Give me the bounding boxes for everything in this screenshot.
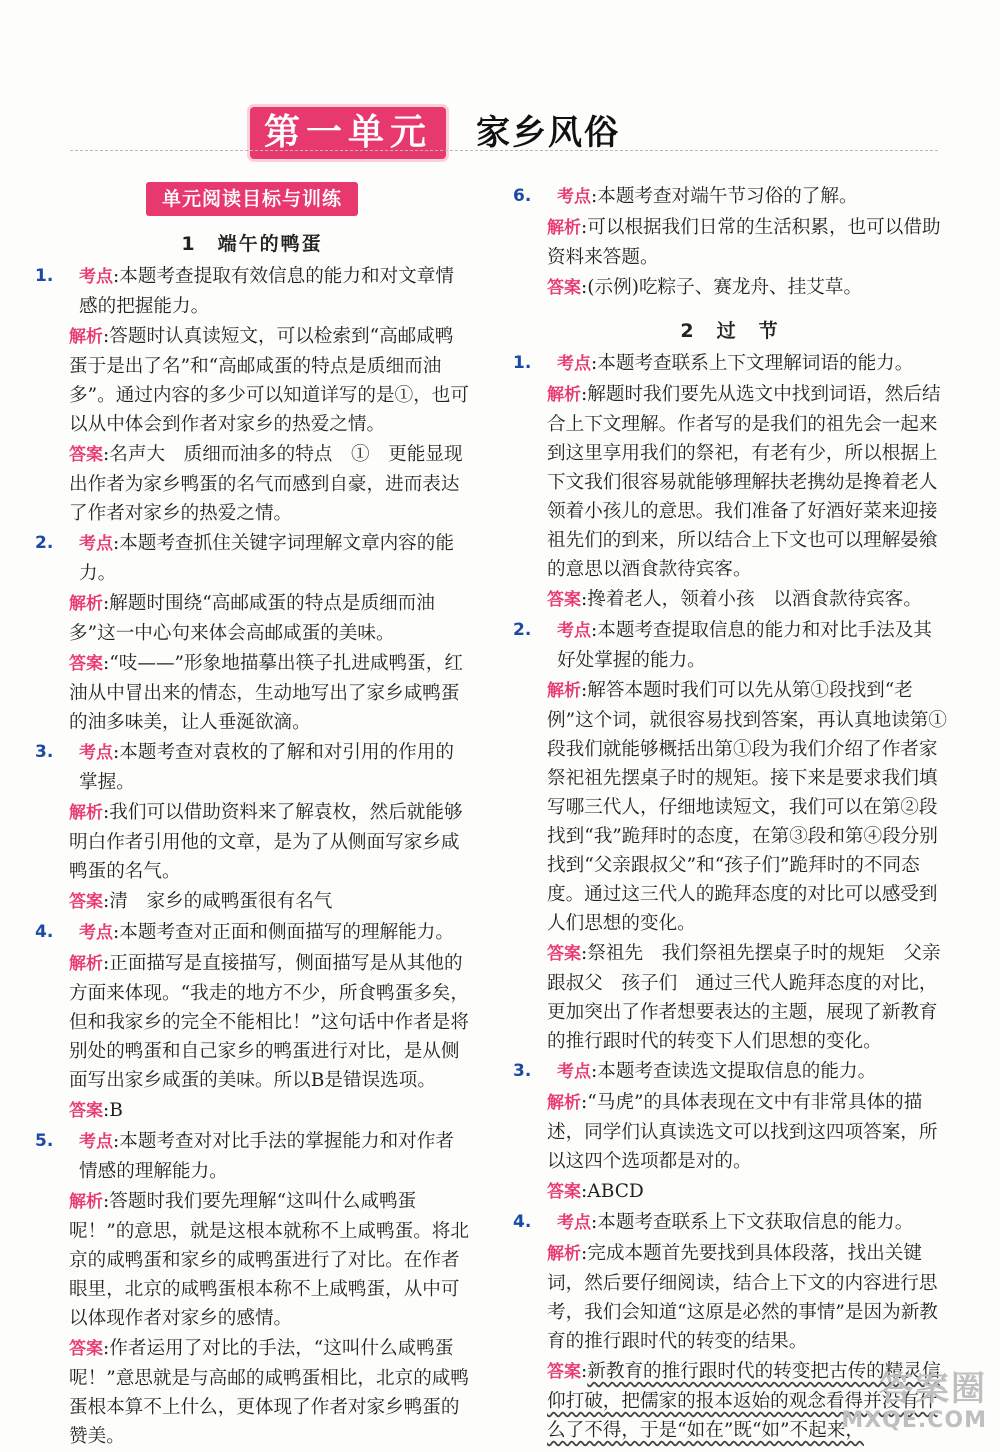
label-separator: : bbox=[103, 444, 110, 465]
question-item bbox=[32, 262, 472, 528]
question-number: 5. bbox=[35, 1131, 54, 1151]
daan-paragraph bbox=[69, 440, 472, 528]
question-number: 2. bbox=[35, 533, 54, 553]
label-separator: : bbox=[581, 1361, 588, 1382]
question-number: 1. bbox=[35, 266, 54, 286]
question-number: 3. bbox=[513, 1061, 532, 1081]
daan-text: ABCD bbox=[587, 1181, 644, 1202]
kaodian-label: 考点 bbox=[557, 1062, 591, 1082]
kaodian-paragraph bbox=[79, 738, 472, 797]
jiexi-label: 解析 bbox=[547, 218, 581, 238]
jiexi-label: 解析 bbox=[69, 803, 103, 823]
kaodian-paragraph bbox=[79, 1127, 472, 1186]
label-separator: : bbox=[103, 1338, 110, 1359]
label-separator: : bbox=[103, 953, 110, 974]
daan-label: 答案 bbox=[547, 278, 581, 298]
kaodian-text: 本题考查对正面和侧面描写的理解能力。 bbox=[119, 922, 454, 943]
label-separator: : bbox=[103, 653, 110, 674]
question-item bbox=[510, 349, 950, 615]
kaodian-label: 考点 bbox=[79, 923, 113, 943]
question-number: 1. bbox=[513, 353, 532, 373]
daan-text: “吱——”形象地描摹出筷子扎进咸鸭蛋，红油从中冒出来的情态，生动地写出了家乡咸鸭蛋的油多味美，让人垂涎欲滴。 bbox=[69, 653, 463, 733]
label-separator: : bbox=[581, 384, 588, 405]
label-separator: : bbox=[581, 680, 588, 701]
label-separator: : bbox=[113, 266, 120, 287]
unit-label: 第一单元 bbox=[263, 112, 432, 153]
daan-text: 清 家乡的咸鸭蛋很有名气 bbox=[109, 891, 333, 912]
label-separator: : bbox=[103, 891, 110, 912]
jiexi-label: 解析 bbox=[69, 327, 103, 347]
daan-text: 作者运用了对比的手法，“这叫什么咸鸭蛋呢！”意思就是与高邮的咸鸭蛋相比，北京的咸鸭蛋根本算不上什么，更体现了作者对家乡鸭蛋的赞美。 bbox=[69, 1338, 469, 1447]
kaodian-text: 本题考查抓住关键字词理解文章内容的能力。 bbox=[79, 533, 454, 584]
question-number: 6. bbox=[513, 186, 532, 206]
label-separator: : bbox=[591, 186, 598, 207]
kaodian-label: 考点 bbox=[557, 1213, 591, 1233]
label-separator: : bbox=[113, 533, 120, 554]
question-item bbox=[32, 1127, 472, 1451]
label-separator: : bbox=[581, 1092, 588, 1113]
daan-text: 祭祖先 我们祭祖先摆桌子时的规矩 父亲跟叔父 孩子们 通过三代人跪拜态度的对比，更加突出了作者想要表达的主题，展现了新教育的推行跟时代的转变下人们思想的变化。 bbox=[547, 943, 941, 1052]
label-separator: : bbox=[591, 353, 598, 374]
goal-banner: 单元阅读目标与训练 bbox=[146, 182, 358, 216]
label-separator: : bbox=[113, 922, 120, 943]
label-separator: : bbox=[103, 326, 110, 347]
question-number: 4. bbox=[35, 922, 54, 942]
jiexi-paragraph bbox=[69, 949, 472, 1095]
jiexi-label: 解析 bbox=[69, 1192, 103, 1212]
kaodian-text: 本题考查读选文提取信息的能力。 bbox=[597, 1061, 877, 1082]
label-separator: : bbox=[581, 589, 588, 610]
jiexi-label: 解析 bbox=[69, 954, 103, 974]
right-column bbox=[510, 182, 950, 1446]
kaodian-label: 考点 bbox=[79, 743, 113, 763]
question-number: 4. bbox=[513, 1212, 532, 1232]
kaodian-text: 本题考查提取有效信息的能力和对文章情感的把握能力。 bbox=[79, 266, 454, 317]
kaodian-paragraph bbox=[79, 262, 472, 321]
watermark bbox=[800, 1370, 995, 1440]
watermark-logo: 答案圈 bbox=[879, 1369, 987, 1409]
jiexi-text: “马虎”的具体表现在文中有非常具体的描述，同学们认真读选文可以找到这四项答案，所以这四个选项都是对的。 bbox=[547, 1092, 938, 1172]
daan-paragraph bbox=[69, 887, 472, 917]
question-number: 2. bbox=[513, 620, 532, 640]
unit-badge bbox=[250, 107, 446, 159]
kaodian-label: 考点 bbox=[557, 621, 591, 641]
jiexi-paragraph bbox=[547, 1239, 950, 1356]
label-separator: : bbox=[581, 1243, 588, 1264]
jiexi-label: 解析 bbox=[547, 1093, 581, 1113]
label-separator: : bbox=[113, 1131, 120, 1152]
daan-label: 答案 bbox=[547, 1182, 581, 1202]
jiexi-paragraph bbox=[69, 322, 472, 439]
label-separator: : bbox=[103, 802, 110, 823]
jiexi-text: 完成本题首先要找到具体段落，找出关键词，然后要仔细阅读，结合上下文的内容进行思考，我们会知道“这原是必然的事情”是因为新教育的推行跟时代的转变的结果。 bbox=[547, 1243, 938, 1352]
unit-title: 家乡风俗 bbox=[476, 113, 620, 153]
daan-text: 名声大 质细而油多的特点 ① 更能显现出作者为家乡鸭蛋的名气而感到自豪，进而表达了作者对家乡的热爱之情。 bbox=[69, 444, 463, 524]
question-list bbox=[510, 182, 950, 303]
kaodian-text: 本题考查联系上下文理解词语的能力。 bbox=[597, 353, 914, 374]
kaodian-label: 考点 bbox=[557, 187, 591, 207]
label-separator: : bbox=[591, 1061, 598, 1082]
jiexi-text: 解题时围绕“高邮咸蛋的特点是质细而油多”这一中心句来体会高邮咸蛋的美味。 bbox=[69, 593, 435, 644]
label-separator: : bbox=[581, 943, 588, 964]
daan-paragraph bbox=[547, 273, 950, 303]
kaodian-label: 考点 bbox=[79, 267, 113, 287]
daan-paragraph bbox=[547, 1177, 950, 1207]
kaodian-paragraph bbox=[557, 616, 950, 675]
question-item bbox=[32, 918, 472, 1126]
jiexi-text: 解答本题时我们可以先从第①段找到“老例”这个词，就很容易找到答案，再认真地读第①段我们就能够概括出第①段为我们介绍了作者家祭祀祖先摆桌子时的规矩。接下来是要求我们填写哪三代人，仔细地读短文，我们可以在第②段找到“我”跪拜时的态度，在第③段和第④段分别找到“父亲跟叔父”和“孩子们”跪拜时的不同态度。通过这三代人的跪拜态度的对比可以感受到人们思想的变化。 bbox=[547, 680, 947, 934]
daan-paragraph bbox=[69, 1334, 472, 1451]
jiexi-paragraph bbox=[547, 213, 950, 272]
kaodian-paragraph bbox=[79, 529, 472, 588]
daan-label: 答案 bbox=[69, 892, 103, 912]
header-divider bbox=[70, 150, 938, 151]
question-item bbox=[510, 616, 950, 1056]
label-separator: : bbox=[591, 620, 598, 641]
daan-text: B bbox=[109, 1100, 123, 1121]
jiexi-paragraph bbox=[547, 676, 950, 938]
label-separator: : bbox=[581, 1181, 588, 1202]
question-list bbox=[510, 349, 950, 1445]
question-item bbox=[32, 529, 472, 737]
kaodian-text: 本题考查对对比手法的掌握能力和对作者情感的理解能力。 bbox=[79, 1131, 454, 1182]
daan-label: 答案 bbox=[69, 445, 103, 465]
jiexi-paragraph bbox=[547, 380, 950, 584]
kaodian-text: 本题考查对袁枚的了解和对引用的作用的掌握。 bbox=[79, 742, 454, 793]
kaodian-label: 考点 bbox=[79, 534, 113, 554]
question-item bbox=[510, 182, 950, 303]
jiexi-paragraph bbox=[547, 1088, 950, 1176]
daan-paragraph bbox=[547, 585, 950, 615]
kaodian-label: 考点 bbox=[557, 354, 591, 374]
jiexi-text: 答题时认真读短文，可以检索到“高邮咸鸭蛋于是出了名”和“高邮咸蛋的特点是质细而油多”。通过内容的多少可以知道详写的是①，也可以从中体会到作者对家乡的热爱之情。 bbox=[69, 326, 469, 435]
jiexi-text: 我们可以借助资料来了解袁枚，然后就能够明白作者引用他的文章，是为了从侧面写家乡咸鸭蛋的名气。 bbox=[69, 802, 463, 882]
question-list bbox=[32, 262, 472, 1451]
section-title-1: 1 端午的鸭蛋 bbox=[181, 233, 323, 255]
daan-label: 答案 bbox=[69, 1339, 103, 1359]
jiexi-paragraph bbox=[69, 589, 472, 648]
question-item bbox=[32, 738, 472, 917]
kaodian-paragraph bbox=[557, 349, 950, 379]
label-separator: : bbox=[591, 1212, 598, 1233]
jiexi-paragraph bbox=[69, 798, 472, 886]
jiexi-text: 解题时我们要先从选文中找到词语，然后结合上下文理解。作者写的是我们的祖先会一起来到这里享用我们的祭祀，有老有少，所以根据上下文我们很容易就能够理解扶老携幼是搀着老人领着小孩儿的意思。我们准备了好酒好菜来迎接祖先们的到来，所以结合上下文也可以理解晏飨的意思以酒食款待宾客。 bbox=[547, 384, 941, 580]
jiexi-text: 答题时我们要先理解“这叫什么咸鸭蛋呢！”的意思，就是这根本就称不上咸鸭蛋。将北京的咸鸭蛋和家乡的咸鸭蛋进行了对比。在作者眼里，北京的咸鸭蛋根本称不上咸鸭蛋，从中可以体现作者对家乡的感情。 bbox=[69, 1191, 469, 1329]
label-separator: : bbox=[103, 1191, 110, 1212]
question-item bbox=[510, 1057, 950, 1207]
jiexi-text: 可以根据我们日常的生活积累，也可以借助资料来答题。 bbox=[547, 217, 941, 268]
kaodian-paragraph bbox=[557, 1057, 950, 1087]
unit-header bbox=[0, 95, 1000, 165]
jiexi-label: 解析 bbox=[547, 1244, 581, 1264]
label-separator: : bbox=[581, 217, 588, 238]
label-separator: : bbox=[581, 277, 588, 298]
daan-text: (示例)吃粽子、赛龙舟、挂艾草。 bbox=[587, 277, 863, 298]
kaodian-paragraph bbox=[557, 1208, 950, 1238]
daan-label: 答案 bbox=[547, 590, 581, 610]
daan-label: 答案 bbox=[69, 654, 103, 674]
question-number: 3. bbox=[35, 742, 54, 762]
label-separator: : bbox=[103, 1100, 110, 1121]
left-column bbox=[32, 182, 472, 1452]
jiexi-label: 解析 bbox=[547, 681, 581, 701]
jiexi-label: 解析 bbox=[547, 385, 581, 405]
kaodian-label: 考点 bbox=[79, 1132, 113, 1152]
daan-paragraph bbox=[69, 649, 472, 737]
daan-paragraph bbox=[547, 939, 950, 1056]
daan-paragraph bbox=[69, 1096, 472, 1126]
label-separator: : bbox=[113, 742, 120, 763]
jiexi-label: 解析 bbox=[69, 594, 103, 614]
kaodian-text: 本题考查对端午节习俗的了解。 bbox=[597, 186, 858, 207]
label-separator: : bbox=[103, 593, 110, 614]
jiexi-paragraph bbox=[69, 1187, 472, 1333]
daan-text: 新教育的推行跟时代的转变把古传的精灵信仰打破，把儒家的报本返始的观念看得并没有什么了不得，于是“如在”既“如”不起来， bbox=[547, 1361, 941, 1441]
section-title-2: 2 过 节 bbox=[680, 320, 780, 342]
daan-text: 搀着老人，领着小孩 以酒食款待宾客。 bbox=[587, 589, 922, 610]
daan-label: 答案 bbox=[547, 944, 581, 964]
jiexi-text: 正面描写是直接描写，侧面描写是从其他的方面来体现。“我走的地方不少，所食鸭蛋多矣，但和我家乡的完全不能相比！”这句话中作者是将别处的鸭蛋和自己家乡的鸭蛋进行对比，是从侧面写出家乡咸蛋的美味。所以B是错误选项。 bbox=[69, 953, 469, 1091]
kaodian-paragraph bbox=[79, 918, 472, 948]
watermark-url: MXQE.COM bbox=[841, 1408, 987, 1433]
kaodian-paragraph bbox=[557, 182, 950, 212]
kaodian-text: 本题考查联系上下文获取信息的能力。 bbox=[597, 1212, 914, 1233]
daan-label: 答案 bbox=[69, 1101, 103, 1121]
kaodian-text: 本题考查提取信息的能力和对比手法及其好处掌握的能力。 bbox=[557, 620, 932, 671]
daan-label: 答案 bbox=[547, 1362, 581, 1382]
